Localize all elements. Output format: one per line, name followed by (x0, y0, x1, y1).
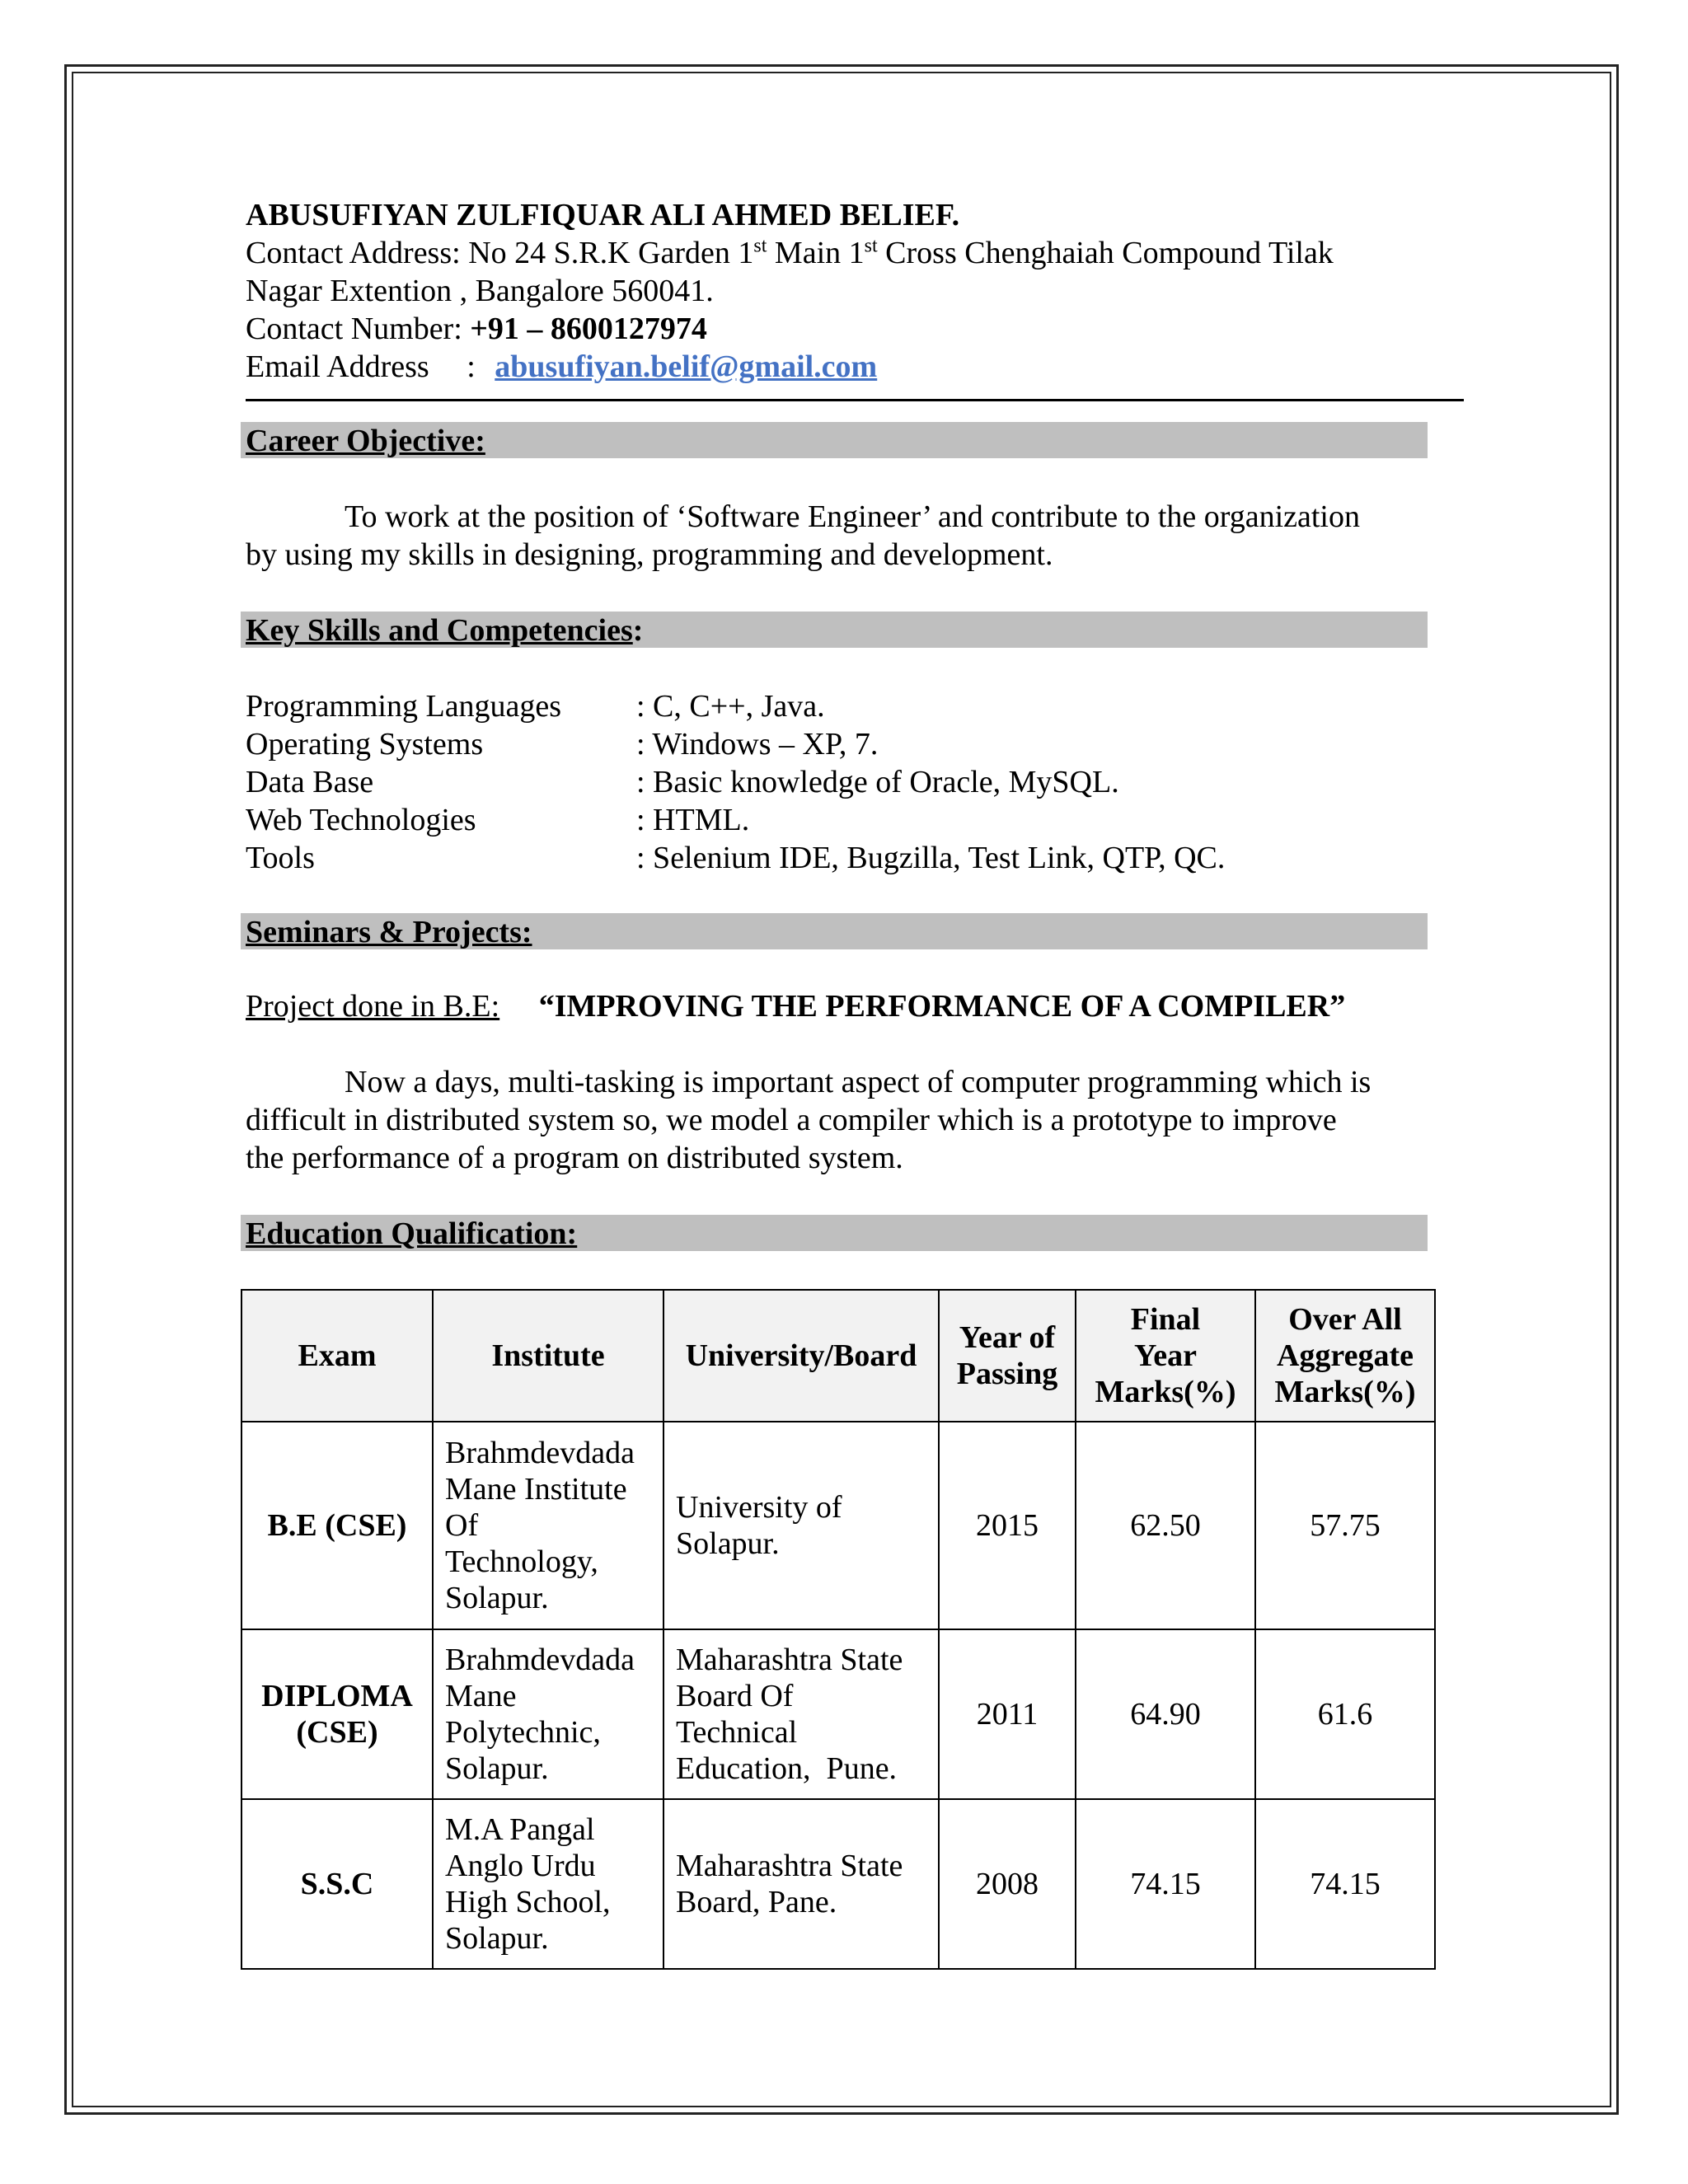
section-title-career-objective: Career Objective: (246, 424, 485, 458)
cell-year: 2011 (939, 1629, 1076, 1799)
cell-line: (CSE) (296, 1715, 378, 1750)
section-seminars-projects (241, 913, 1428, 949)
cell-line: Maharashtra State (676, 1849, 903, 1883)
skill-row (246, 687, 1225, 725)
cell-line: High School, (445, 1885, 611, 1919)
cell-exam (241, 1629, 433, 1799)
cell-year: 2008 (939, 1799, 1076, 1969)
cell-line: Of (445, 1508, 479, 1543)
skill-value: : Windows – XP, 7. (636, 727, 879, 762)
cell-aggregate-marks: 57.75 (1255, 1422, 1435, 1629)
cell-final-marks: 64.90 (1076, 1629, 1255, 1799)
cell-final-marks: 74.15 (1076, 1799, 1255, 1969)
header-aggregate-line: Aggregate (1276, 1338, 1414, 1373)
cell-institute (433, 1799, 663, 1969)
skill-label: Data Base (246, 765, 374, 799)
contact-address (246, 234, 1465, 272)
skill-row (246, 763, 1225, 801)
cell-line: Solapur. (445, 1751, 549, 1786)
address-sup-1: st (753, 235, 767, 257)
skill-label: Programming Languages (246, 689, 562, 724)
cell-line: Polytechnic, (445, 1715, 601, 1750)
phone-number: +91 – 8600127974 (470, 312, 707, 346)
career-objective-line-1: To work at the position of ‘Software Engineer’ and contribute to the organization (345, 499, 1360, 534)
cell-line: Solapur. (445, 1581, 549, 1615)
cell-board (663, 1799, 939, 1969)
education-table (241, 1289, 1436, 1970)
address-line-2: Nagar Extention , Bangalore 560041. (246, 274, 714, 308)
cell-line: Brahmdevdada (445, 1436, 635, 1470)
header-final-line: Final (1130, 1302, 1201, 1337)
header-aggregate-line: Marks(%) (1274, 1375, 1416, 1409)
project-heading (246, 987, 1345, 1025)
skill-row (246, 801, 1225, 839)
skill-value: : C, C++, Java. (636, 689, 825, 724)
cell-line: Solapur. (676, 1526, 780, 1561)
email-link[interactable]: abusufiyan.belif@gmail.com (495, 349, 878, 384)
header-aggregate-line: Over All (1288, 1302, 1402, 1337)
skill-row (246, 839, 1225, 877)
cell-line: Board Of (676, 1679, 794, 1713)
section-title-seminars: Seminars & Projects: (246, 915, 532, 949)
cell-year: 2015 (939, 1422, 1076, 1629)
cell-line: Education, Pune. (676, 1751, 898, 1786)
table-header-row (241, 1290, 1435, 1422)
email-label: Email Address (246, 349, 429, 384)
project-desc-line-2: difficult in distributed system so, we model a compiler which is a prototype to improve (246, 1103, 1337, 1137)
section-career-objective (241, 422, 1428, 458)
table-row (241, 1422, 1435, 1629)
address-part-2: Main 1 (767, 236, 865, 270)
skill-label: Tools (246, 841, 315, 875)
header-year (939, 1290, 1076, 1422)
contact-number (246, 310, 1465, 348)
header-divider (246, 399, 1464, 401)
cell-final-marks: 62.50 (1076, 1422, 1255, 1629)
cell-line: Board, Pane. (676, 1885, 837, 1919)
skill-label: Operating Systems (246, 727, 484, 762)
address-part-3: Cross Chenghaiah Compound Tilak (877, 236, 1334, 270)
header-year-line: Year of (959, 1320, 1056, 1355)
cell-line: Technical (676, 1715, 798, 1750)
header-final-marks (1076, 1290, 1255, 1422)
address-part-1: No 24 S.R.K Garden 1 (468, 236, 754, 270)
project-title: “IMPROVING THE PERFORMANCE OF A COMPILER” (538, 989, 1346, 1024)
table-row (241, 1799, 1435, 1969)
cell-institute (433, 1629, 663, 1799)
header-year-line: Passing (956, 1357, 1058, 1391)
address-sup-2: st (864, 235, 878, 257)
table-row (241, 1629, 1435, 1799)
contact-header (246, 196, 1465, 386)
project-desc-line-3: the performance of a program on distributed system. (246, 1141, 903, 1175)
cell-institute (433, 1422, 663, 1629)
header-university: University/Board (663, 1290, 939, 1422)
header-institute: Institute (433, 1290, 663, 1422)
cell-line: Solapur. (445, 1921, 549, 1956)
cell-exam: B.E (CSE) (241, 1422, 433, 1629)
header-final-line: Marks(%) (1095, 1375, 1236, 1409)
candidate-name: ABUSUFIYAN ZULFIQUAR ALI AHMED BELIEF. (246, 198, 960, 232)
cell-aggregate-marks: 74.15 (1255, 1799, 1435, 1969)
cell-board (663, 1422, 939, 1629)
section-title-education: Education Qualification: (246, 1216, 578, 1251)
project-label: Project done in B.E: (246, 989, 500, 1024)
skills-list (246, 687, 1225, 877)
skill-row (246, 725, 1225, 763)
email-separator: : (467, 349, 476, 384)
section-education (241, 1215, 1428, 1251)
cell-line: Mane (445, 1679, 517, 1713)
cell-exam: S.S.C (241, 1799, 433, 1969)
cell-line: M.A Pangal (445, 1812, 595, 1847)
cell-line: Mane Institute (445, 1472, 627, 1507)
cell-line: University of (676, 1490, 842, 1525)
phone-label: Contact Number: (246, 312, 462, 346)
skill-value: : Basic knowledge of Oracle, MySQL. (636, 765, 1119, 799)
cell-aggregate-marks: 61.6 (1255, 1629, 1435, 1799)
cell-line: Anglo Urdu (445, 1849, 596, 1883)
skill-label: Web Technologies (246, 803, 476, 837)
header-exam: Exam (241, 1290, 433, 1422)
email-line (246, 348, 1465, 386)
career-objective-line-2: by using my skills in designing, programming and development. (246, 537, 1053, 572)
project-desc-line-1: Now a days, multi-tasking is important aspect of computer programming which is (345, 1065, 1372, 1099)
cell-line: DIPLOMA (261, 1679, 413, 1713)
section-title-key-skills: Key Skills and Competencies (246, 613, 633, 648)
cell-line: Technology, (445, 1544, 598, 1579)
cell-board (663, 1629, 939, 1799)
skill-value: : HTML. (636, 803, 750, 837)
header-aggregate-marks (1255, 1290, 1435, 1422)
section-title-key-skills-colon: : (632, 613, 644, 648)
skill-value: : Selenium IDE, Bugzilla, Test Link, QTP, QC. (636, 841, 1226, 875)
address-label: Contact Address: (246, 236, 461, 270)
cell-line: Brahmdevdada (445, 1643, 635, 1677)
cell-line: Maharashtra State (676, 1643, 903, 1677)
header-final-line: Year (1134, 1338, 1197, 1373)
section-key-skills (241, 612, 1428, 648)
